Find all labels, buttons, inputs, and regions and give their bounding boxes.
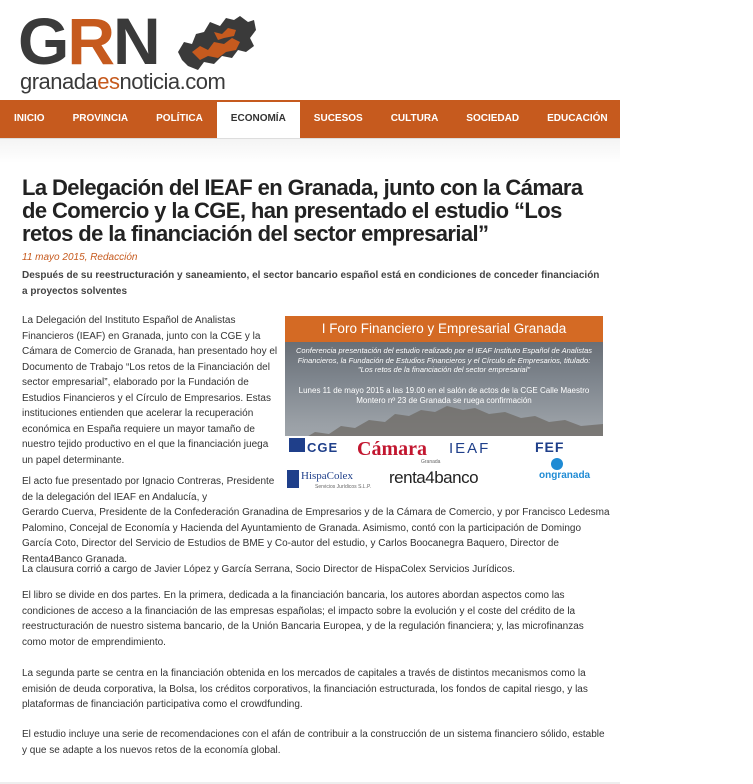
cge-logo-icon [289, 438, 305, 452]
nav-item-economia[interactable]: ECONOMÍA [217, 100, 300, 138]
article-date: 11 mayo 2015 [22, 252, 85, 263]
site-header [0, 0, 620, 100]
event-title: I Foro Financiero y Empresarial Granada [321, 321, 567, 336]
sponsor-renta4banco: renta4banco [389, 468, 479, 487]
article-paragraph-5: La segunda parte se centra en la financiación obtenida en los mercados de capitales a través de distintos mecanismos como la emisión de deuda corporativa, la Bolsa, los créditos corporativos, la financiación estructurada, los fondos de capital riesgo, y las plataformas de financiación participativa como el crowdfunding. [22, 668, 588, 710]
nav-item-inicio[interactable]: INICIO [14, 113, 45, 124]
logo-site-post: noticia.com [119, 69, 226, 94]
sponsor-camara: Cámara [357, 438, 427, 460]
logo-site-pre: granada [20, 69, 98, 94]
article-paragraph-2: El acto fue presentado por Ignacio Contreras, Presidente de la delegación del IEAF en Andalucía, y [22, 476, 275, 503]
nav-item-universidad[interactable]: UNIVERSIDAD [635, 113, 705, 124]
article-lead: Después de su reestructuración y saneamiento, el sector bancario español está en condiciones de conceder financiación a proyectos solventes [22, 270, 600, 297]
nav-shadow [0, 139, 620, 163]
logo-site-es: es [97, 69, 120, 94]
nav-item-educacion[interactable]: EDUCACIÓN [547, 113, 608, 124]
logo-grn [18, 4, 159, 78]
sponsor-fef: FEF [535, 439, 565, 455]
event-subtitle: Conferencia presentación del estudio realizado por el IEAF Instituto Español de Analistas Financieros, la Fundación de Estudios Financieros y el Círculo de Empresarios, titulado: "Los retos de la financiación del sector empresarial" [295, 346, 592, 374]
sponsor-ongranada: ongranada [539, 470, 591, 481]
nav-item-politica[interactable]: POLÍTICA [156, 113, 203, 124]
sponsor-cge: CGE [307, 440, 339, 455]
main-nav [0, 100, 739, 138]
article-author[interactable]: Redacción [90, 252, 138, 263]
logo-letter-r: R [67, 4, 114, 78]
event-date: Lunes 11 de mayo 2015 a las 19.00 en el salón de actos de la CGE Calle Maestro Montero nº 23 de Granada se ruega confirmación [298, 386, 590, 405]
nav-item-provincia[interactable]: PROVINCIA [72, 113, 129, 124]
granada-map-icon [174, 12, 260, 74]
sponsor-camara-sub: Granada [421, 459, 441, 465]
nav-item-t[interactable]: T [732, 113, 739, 124]
article-paragraph-6: El estudio incluye una serie de recomendaciones con el afán de contribuir a la construcción de un sistema financiero sólido, estable y que se adapte a los nuevos retos de la economía global. [22, 729, 605, 756]
logo-letter-n: N [113, 4, 159, 78]
article-title: La Delegación del IEAF en Granada, junto con la Cámara de Comercio y la CGE, han presentado el estudio “Los retos de la financiación del sector empresarial” [22, 175, 583, 246]
article-paragraph-2-cont: Gerardo Cuerva, Presidente de la Confederación Granadina de Empresarios y de la Cámara de Comercio, y por Francisco Ledesma Palomino, Concejal de Economía y Hacienda del Ayuntamiento de Granada. Asimismo, contó con la participación de Domingo García Coto, Director del Servicio de Estudios de BME y Co-autor del estudio, y Carlos Boocanegra Baquero, Director de Renta4Banco Granada. [22, 507, 610, 565]
event-sponsor-logos [285, 436, 603, 496]
nav-item-sociedad[interactable]: SOCIEDAD [466, 113, 520, 124]
location-pin-icon [551, 458, 563, 470]
article-paragraph-1: La Delegación del Instituto Español de Analistas Financieros (IEAF) en Granada, junto con la CGE y la Cámara de Comercio de Granada, han presentado hoy el Documento de Trabajo “Los retos de la Financiación del sector empresarial”, elaborado por la Fundación de Estudios Financieros y el Círculo de Empresarios. Estas instituciones entienden que acelerar la recuperación económica en España requiere un mayor tamaño de nuestro tejido productivo en el que la financiación juega un papel determinante. [22, 315, 278, 466]
sponsor-ieaf: IEAF [449, 440, 491, 457]
sponsor-hispacolex-sub: Servicios Jurídicos S.L.P. [315, 484, 372, 490]
logo-letter-g: G [18, 4, 68, 78]
site-logo[interactable] [18, 4, 248, 94]
nav-item-cultura[interactable]: CULTURA [390, 113, 439, 124]
hispacolex-logo-icon [287, 470, 299, 488]
sponsor-hispacolex: HispaColex [301, 470, 353, 482]
logo-site-name [20, 70, 225, 94]
article-paragraph-4: El libro se divide en dos partes. En la primera, dedicada a la financiación bancaria, los autores abordan aspectos como las condiciones de acceso a la financiación de las empresas españolas; el impacto sobre la evolución y el coste del crédito de la reestructuración de nuestro sistema bancario, de la Unión Bancaria Europea, y de la regulación financiera; y, las microfinanzas como motor de emprendimiento. [22, 590, 584, 648]
article-paragraph-3: La clausura corrió a cargo de Javier López y García Serrana, Socio Director de HispaColex Servicios Jurídicos. [22, 564, 515, 575]
article-meta: 11 mayo 2015, Redacción [22, 252, 138, 263]
nav-item-sucesos[interactable]: SUCESOS [313, 113, 363, 124]
event-poster-image[interactable] [285, 316, 603, 496]
